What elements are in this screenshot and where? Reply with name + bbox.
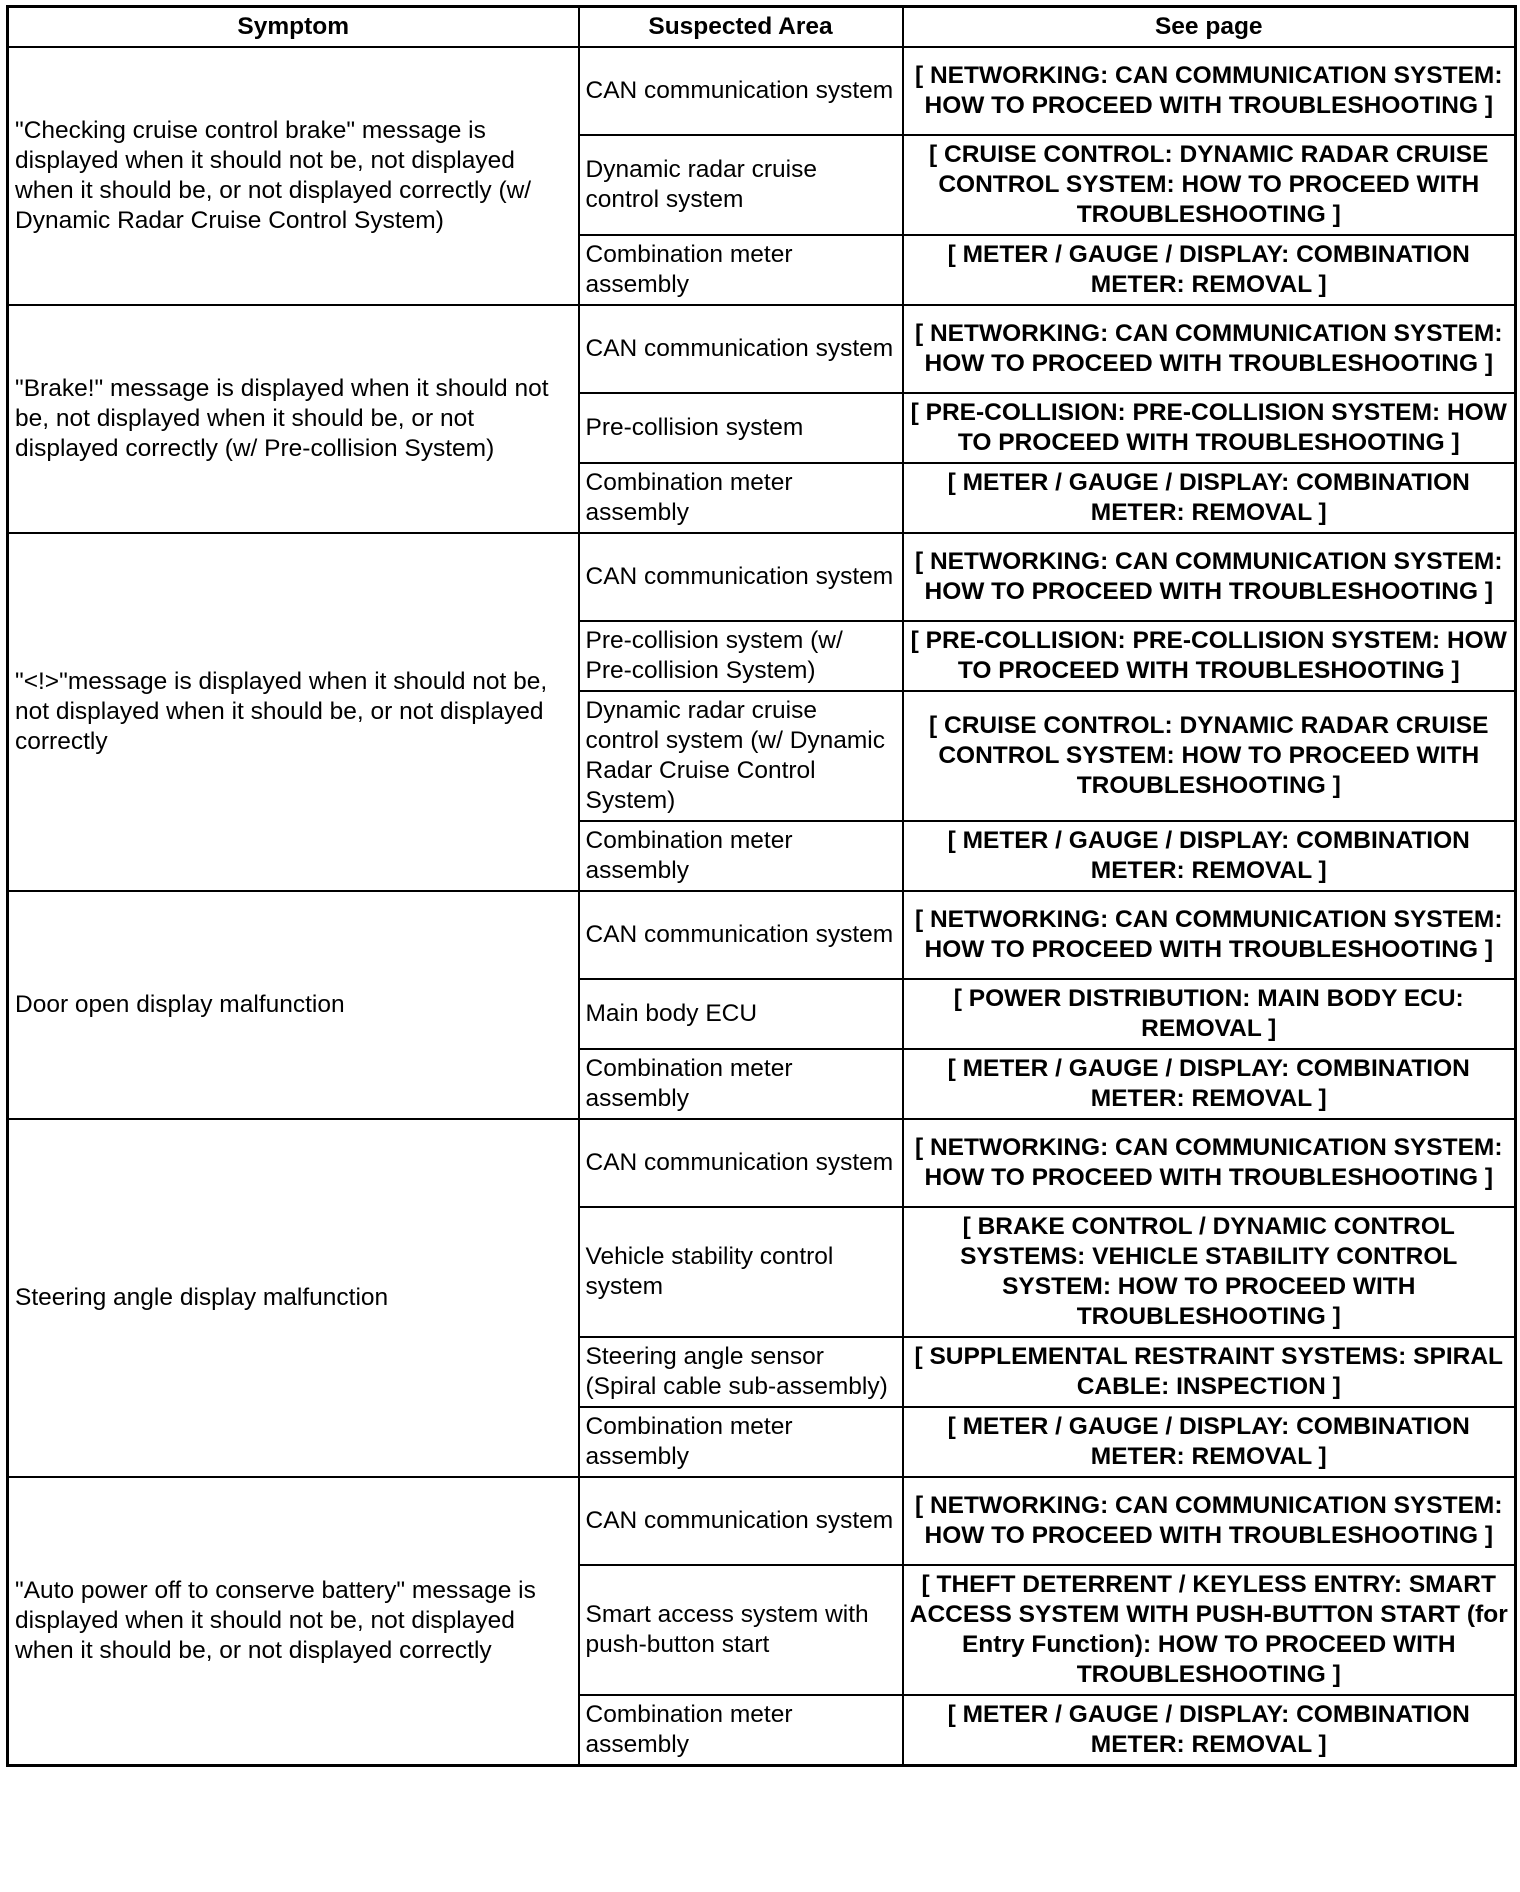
see-page-link[interactable]: [ NETWORKING: CAN COMMUNICATION SYSTEM: HOW TO PROCEED WITH TROUBLESHOOTING ] — [903, 1477, 1516, 1565]
see-page-link[interactable]: [ METER / GAUGE / DISPLAY: COMBINATION METER: REMOVAL ] — [903, 1049, 1516, 1119]
suspected-area-cell: Pre-collision system — [579, 393, 903, 463]
see-page-link[interactable]: [ NETWORKING: CAN COMMUNICATION SYSTEM: HOW TO PROCEED WITH TROUBLESHOOTING ] — [903, 533, 1516, 621]
see-page-link[interactable]: [ PRE-COLLISION: PRE-COLLISION SYSTEM: HOW TO PROCEED WITH TROUBLESHOOTING ] — [903, 621, 1516, 691]
see-page-link[interactable]: [ CRUISE CONTROL: DYNAMIC RADAR CRUISE CONTROL SYSTEM: HOW TO PROCEED WITH TROUBLESHOOTING ] — [903, 135, 1516, 235]
suspected-area-cell: CAN communication system — [579, 1119, 903, 1207]
see-page-link[interactable]: [ SUPPLEMENTAL RESTRAINT SYSTEMS: SPIRAL CABLE: INSPECTION ] — [903, 1337, 1516, 1407]
see-page-link[interactable]: [ METER / GAUGE / DISPLAY: COMBINATION METER: REMOVAL ] — [903, 821, 1516, 891]
header-see-page: See page — [903, 7, 1516, 48]
suspected-area-cell: CAN communication system — [579, 47, 903, 135]
see-page-link[interactable]: [ NETWORKING: CAN COMMUNICATION SYSTEM: HOW TO PROCEED WITH TROUBLESHOOTING ] — [903, 891, 1516, 979]
suspected-area-cell: Combination meter assembly — [579, 235, 903, 305]
suspected-area-cell: Combination meter assembly — [579, 1695, 903, 1766]
symptom-cell: "<!>"message is displayed when it should not be, not displayed when it should be, or not displayed correctly — [8, 533, 579, 891]
suspected-area-cell: Combination meter assembly — [579, 463, 903, 533]
header-suspected-area: Suspected Area — [579, 7, 903, 48]
suspected-area-cell: Smart access system with push-button start — [579, 1565, 903, 1695]
suspected-area-cell: Pre-collision system (w/ Pre-collision System) — [579, 621, 903, 691]
table-row — [8, 1119, 1516, 1207]
header-row — [8, 7, 1516, 48]
see-page-link[interactable]: [ CRUISE CONTROL: DYNAMIC RADAR CRUISE CONTROL SYSTEM: HOW TO PROCEED WITH TROUBLESHOOTING ] — [903, 691, 1516, 821]
see-page-link[interactable]: [ METER / GAUGE / DISPLAY: COMBINATION METER: REMOVAL ] — [903, 1695, 1516, 1766]
suspected-area-cell: Main body ECU — [579, 979, 903, 1049]
see-page-link[interactable]: [ METER / GAUGE / DISPLAY: COMBINATION METER: REMOVAL ] — [903, 235, 1516, 305]
suspected-area-cell: Combination meter assembly — [579, 1049, 903, 1119]
suspected-area-cell: Dynamic radar cruise control system — [579, 135, 903, 235]
header-symptom: Symptom — [8, 7, 579, 48]
see-page-link[interactable]: [ PRE-COLLISION: PRE-COLLISION SYSTEM: HOW TO PROCEED WITH TROUBLESHOOTING ] — [903, 393, 1516, 463]
suspected-area-cell: Combination meter assembly — [579, 1407, 903, 1477]
symptom-cell: Door open display malfunction — [8, 891, 579, 1119]
suspected-area-cell: CAN communication system — [579, 1477, 903, 1565]
symptom-cell: "Checking cruise control brake" message is displayed when it should not be, not displayed when it should be, or not displayed correctly (w/ Dynamic Radar Cruise Control System) — [8, 47, 579, 305]
see-page-link[interactable]: [ METER / GAUGE / DISPLAY: COMBINATION METER: REMOVAL ] — [903, 463, 1516, 533]
see-page-link[interactable]: [ BRAKE CONTROL / DYNAMIC CONTROL SYSTEMS: VEHICLE STABILITY CONTROL SYSTEM: HOW TO PROCEED WITH TROUBLESHOOTING ] — [903, 1207, 1516, 1337]
suspected-area-cell: Vehicle stability control system — [579, 1207, 903, 1337]
suspected-area-cell: Steering angle sensor (Spiral cable sub-assembly) — [579, 1337, 903, 1407]
symptom-cell: "Brake!" message is displayed when it should not be, not displayed when it should be, or not displayed correctly (w/ Pre-collision System) — [8, 305, 579, 533]
suspected-area-cell: CAN communication system — [579, 305, 903, 393]
table-row — [8, 891, 1516, 979]
see-page-link[interactable]: [ NETWORKING: CAN COMMUNICATION SYSTEM: HOW TO PROCEED WITH TROUBLESHOOTING ] — [903, 305, 1516, 393]
see-page-link[interactable]: [ METER / GAUGE / DISPLAY: COMBINATION METER: REMOVAL ] — [903, 1407, 1516, 1477]
troubleshooting-table — [6, 5, 1517, 1767]
table-row — [8, 533, 1516, 621]
suspected-area-cell: Dynamic radar cruise control system (w/ Dynamic Radar Cruise Control System) — [579, 691, 903, 821]
see-page-link[interactable]: [ POWER DISTRIBUTION: MAIN BODY ECU: REMOVAL ] — [903, 979, 1516, 1049]
table-row — [8, 1477, 1516, 1565]
see-page-link[interactable]: [ NETWORKING: CAN COMMUNICATION SYSTEM: HOW TO PROCEED WITH TROUBLESHOOTING ] — [903, 47, 1516, 135]
symptom-cell: "Auto power off to conserve battery" message is displayed when it should not be, not displayed when it should be, or not displayed correctly — [8, 1477, 579, 1766]
table-row — [8, 47, 1516, 135]
suspected-area-cell: CAN communication system — [579, 533, 903, 621]
suspected-area-cell: CAN communication system — [579, 891, 903, 979]
see-page-link[interactable]: [ NETWORKING: CAN COMMUNICATION SYSTEM: HOW TO PROCEED WITH TROUBLESHOOTING ] — [903, 1119, 1516, 1207]
see-page-link[interactable]: [ THEFT DETERRENT / KEYLESS ENTRY: SMART ACCESS SYSTEM WITH PUSH-BUTTON START (for Entry Function): HOW TO PROCEED WITH TROUBLESHOOTING ] — [903, 1565, 1516, 1695]
symptom-cell: Steering angle display malfunction — [8, 1119, 579, 1477]
suspected-area-cell: Combination meter assembly — [579, 821, 903, 891]
table-row — [8, 305, 1516, 393]
